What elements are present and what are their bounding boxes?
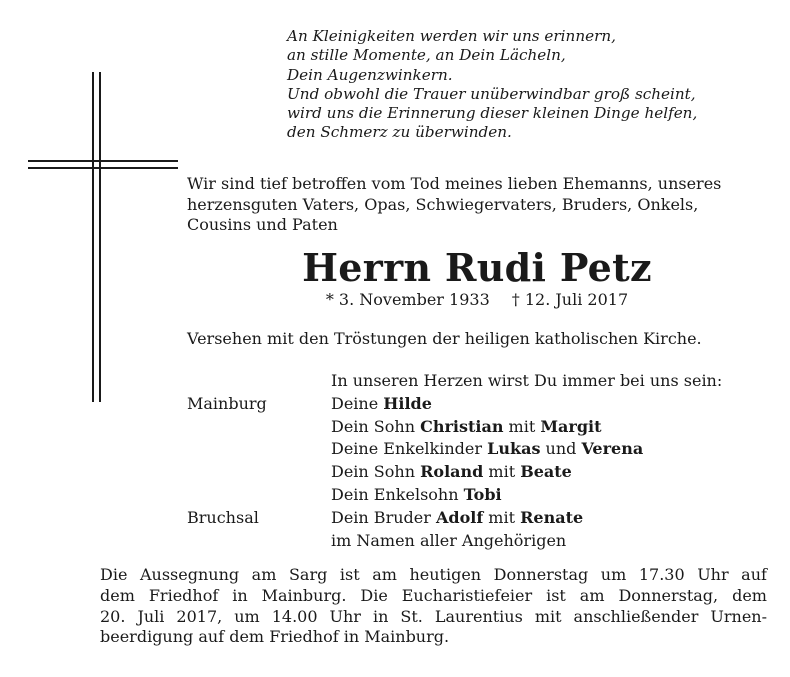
family-member: Deine Enkelkinder Lukas und Verena: [331, 439, 644, 459]
funeral-line: beerdigung auf dem Friedhof in Mainburg.: [100, 627, 450, 647]
family-member: Dein Sohn Christian mit Margit: [331, 416, 602, 436]
family-list: [187, 370, 767, 552]
intro-text: [187, 174, 767, 236]
poem-line: Dein Augenzwinkern.: [287, 65, 453, 84]
intro-line: Cousins und Paten: [187, 215, 338, 234]
family-member: Dein Enkelsohn Tobi: [331, 484, 502, 504]
poem: [287, 27, 767, 143]
heart-line: In unseren Herzen wirst Du immer bei uns sein:: [331, 371, 723, 390]
family-closing: im Namen aller Angehörigen: [331, 530, 567, 550]
funeral-details: [100, 565, 767, 648]
poem-line: Und obwohl die Trauer unüberwindbar groß scheint,: [287, 84, 696, 103]
family-member: Deine Hilde: [331, 393, 432, 413]
church-line: Versehen mit den Tröstungen der heiligen katholischen Kirche.: [187, 329, 702, 348]
intro-line: herzensguten Vaters, Opas, Schwiegervaters, Bruders, Onkels,: [187, 194, 699, 214]
life-dates: [187, 290, 767, 310]
funeral-line: Die Aussegnung am Sarg ist am heutigen Donnerstag um 17.30 Uhr auf: [100, 565, 767, 584]
birth-date: * 3. November 1933: [325, 290, 490, 309]
deceased-name: Herrn Rudi Petz: [302, 245, 652, 290]
place-mainburg: Mainburg: [187, 393, 267, 413]
funeral-line: 20. Juli 2017, um 14.00 Uhr in St. Laurentius mit anschließender Urnen-: [100, 606, 767, 626]
poem-line: den Schmerz zu überwinden.: [287, 123, 512, 142]
poem-line: wird uns die Erinnerung dieser kleinen Dinge helfen,: [287, 104, 698, 123]
place-bruchsal: Bruchsal: [187, 507, 259, 527]
family-member: Dein Sohn Roland mit Beate: [331, 462, 572, 482]
cross-icon: [28, 72, 178, 402]
death-date: † 12. Juli 2017: [511, 290, 629, 309]
poem-line: an stille Momente, an Dein Lächeln,: [287, 46, 566, 65]
funeral-line: dem Friedhof in Mainburg. Die Eucharistiefeier ist am Donnerstag, dem: [100, 585, 767, 605]
intro-line: Wir sind tief betroffen vom Tod meines lieben Ehemanns, unseres: [187, 174, 722, 193]
family-member: Dein Bruder Adolf mit Renate: [331, 507, 584, 527]
poem-line: An Kleinigkeiten werden wir uns erinnern,: [287, 27, 616, 45]
